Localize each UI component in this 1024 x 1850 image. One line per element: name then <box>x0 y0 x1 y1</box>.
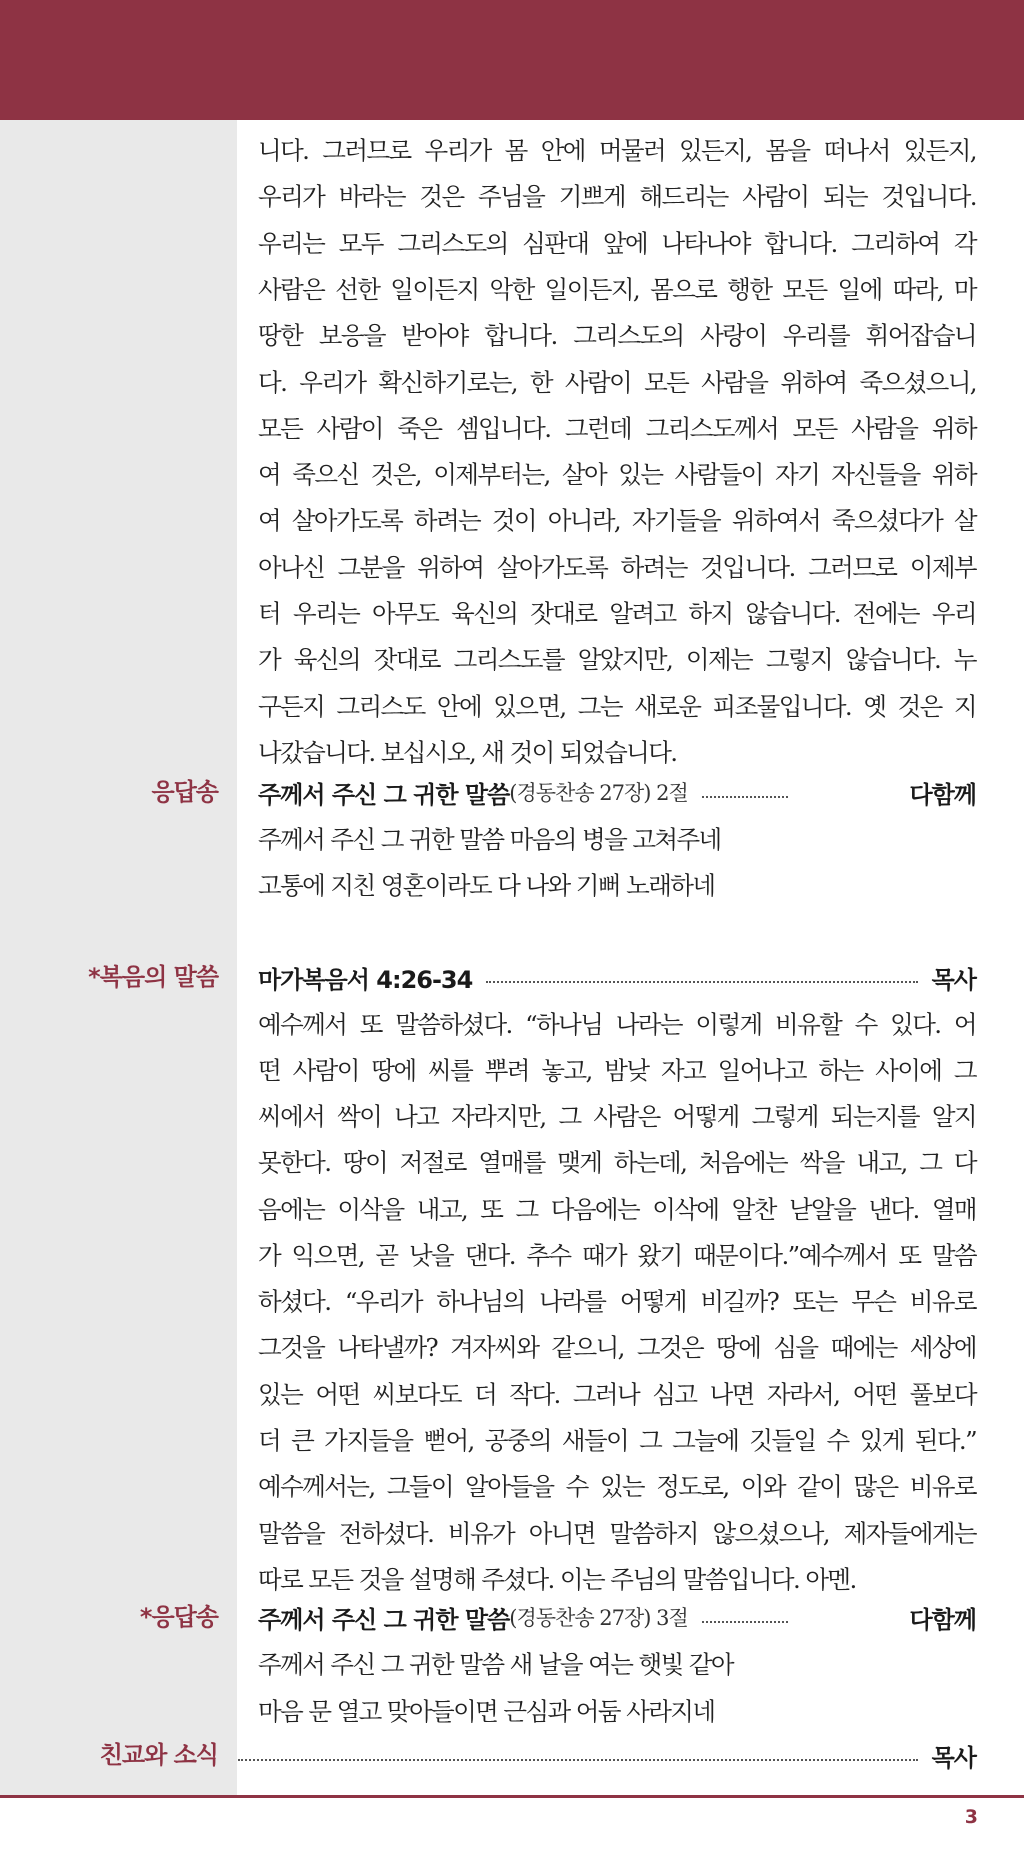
fellowship-heading <box>238 1733 976 1777</box>
hymn-title: 주께서 주신 그 귀한 말씀 <box>258 780 510 809</box>
gospel-line: 예수께서 또 말씀하셨다. “하나님 나라는 이렇게 비유할 수 있다. 어 <box>258 1010 976 1039</box>
gospel-line: 예수께서는, 그들이 알아들을 수 있는 정도로, 이와 같이 많은 비유로 <box>258 1472 976 1501</box>
header-band <box>0 0 1024 120</box>
hymn-title: 주께서 주신 그 귀한 말씀 <box>258 1605 510 1634</box>
gospel-line: 떤 사람이 땅에 씨를 뿌려 놓고, 밤낮 자고 일어나고 하는 사이에 그 <box>258 1056 976 1085</box>
gospel-line: 가 익으면, 곧 낫을 댄다. 추수 때가 왔기 때문이다.”예수께서 또 말씀 <box>258 1241 976 1270</box>
reading-line: 모든 사람이 죽은 셈입니다. 그런데 그리스도께서 모든 사람을 위하 <box>258 414 976 443</box>
reading-line: 땅한 보응을 받아야 합니다. 그리스도의 사랑이 우리를 휘어잡습니 <box>258 321 976 350</box>
reading-line: 터 우리는 아무도 육신의 잣대로 알려고 하지 않습니다. 전에는 우리 <box>258 599 976 628</box>
hymn-line: 고통에 지친 영혼이라도 다 나와 기뻐 노래하네 <box>258 871 715 900</box>
leader-dots <box>486 981 917 983</box>
response-heading <box>258 770 976 814</box>
leader-dots <box>702 796 788 798</box>
gospel-line: 있는 어떤 씨보다도 더 작다. 그러나 심고 나면 자라서, 어떤 풀보다 <box>258 1380 976 1409</box>
reading-line: 가 육신의 잣대로 그리스도를 알았지만, 이제는 그렇지 않습니다. 누 <box>258 645 976 674</box>
reading-line: 다. 우리가 확신하기로는, 한 사람이 모든 사람을 위하여 죽으셨으니, <box>258 368 976 397</box>
gospel-line: 음에는 이삭을 내고, 또 그 다음에는 이삭에 알찬 낟알을 낸다. 열매 <box>258 1195 976 1224</box>
reading-line: 구든지 그리스도 안에 있으면, 그는 새로운 피조물입니다. 옛 것은 지 <box>258 692 976 721</box>
gospel-line: 씨에서 싹이 나고 자라지만, 그 사람은 어떻게 그렇게 되는지를 알지 <box>258 1102 976 1131</box>
reading-line: 여 죽으신 것은, 이제부터는, 살아 있는 사람들이 자기 자신들을 위하 <box>258 460 976 489</box>
response-label: *응답송 <box>139 1603 218 1631</box>
response-label: 응답송 <box>151 778 218 806</box>
reading-line: 우리가 바라는 것은 주님을 기쁘게 해드리는 사람이 되는 것입니다. <box>258 182 976 211</box>
leader-dots <box>702 1621 788 1623</box>
hymn-line: 주께서 주신 그 귀한 말씀 새 날을 여는 햇빛 같아 <box>258 1650 733 1679</box>
gospel-line: 따로 모든 것을 설명해 주셨다. 이는 주님의 말씀입니다. 아멘. <box>258 1565 856 1594</box>
reading-line: 나갔습니다. 보십시오, 새 것이 되었습니다. <box>258 738 677 767</box>
reading-line: 니다. 그러므로 우리가 몸 안에 머물러 있든지, 몸을 떠나서 있든지, <box>258 136 976 165</box>
gospel-line: 못한다. 땅이 저절로 열매를 맺게 하는데, 처음에는 싹을 내고, 그 다 <box>258 1148 976 1177</box>
gospel-line: 더 큰 가지들을 뻗어, 공중의 새들이 그 그늘에 깃들일 수 있게 된다.” <box>258 1426 976 1455</box>
hymn-detail: (경동찬송 27장) 2절 <box>509 781 688 805</box>
gospel-title: 마가복음서 4:26-34 <box>258 965 473 994</box>
footer-rule <box>0 1795 1024 1798</box>
leader-name: 목사 <box>931 965 976 994</box>
hymn-line: 마음 문 열고 맞아들이면 근심과 어둠 사라지네 <box>258 1697 715 1726</box>
gospel-line: 말씀을 전하셨다. 비유가 아니면 말씀하지 않으셨으나, 제자들에게는 <box>258 1519 976 1548</box>
gospel-line: 하셨다. “우리가 하나님의 나라를 어떻게 비길까? 또는 무슨 비유로 <box>258 1287 976 1316</box>
gospel-line: 그것을 나타낼까? 겨자씨와 같으니, 그것은 땅에 심을 때에는 세상에 <box>258 1333 976 1362</box>
leader-dots <box>238 1759 918 1761</box>
gospel-heading <box>258 955 976 999</box>
gospel-label: *복음의 말씀 <box>88 963 218 991</box>
page-number: 3 <box>964 1806 978 1828</box>
reading-line: 우리는 모두 그리스도의 심판대 앞에 나타나야 합니다. 그리하여 각 <box>258 229 976 258</box>
reading-line: 여 살아가도록 하려는 것이 아니라, 자기들을 위하여서 죽으셨다가 살 <box>258 506 976 535</box>
leader-name: 다함께 <box>909 1605 976 1634</box>
leader-name: 목사 <box>931 1743 976 1772</box>
reading-line: 아나신 그분을 위하여 살아가도록 하려는 것입니다. 그러므로 이제부 <box>258 553 976 582</box>
leader-name: 다함께 <box>909 780 976 809</box>
response-heading <box>258 1595 976 1639</box>
reading-line: 사람은 선한 일이든지 악한 일이든지, 몸으로 행한 모든 일에 따라, 마 <box>258 275 976 304</box>
fellowship-label: 친교와 소식 <box>99 1741 218 1769</box>
hymn-detail: (경동찬송 27장) 3절 <box>509 1606 688 1630</box>
hymn-line: 주께서 주신 그 귀한 말씀 마음의 병을 고쳐주네 <box>258 825 721 854</box>
